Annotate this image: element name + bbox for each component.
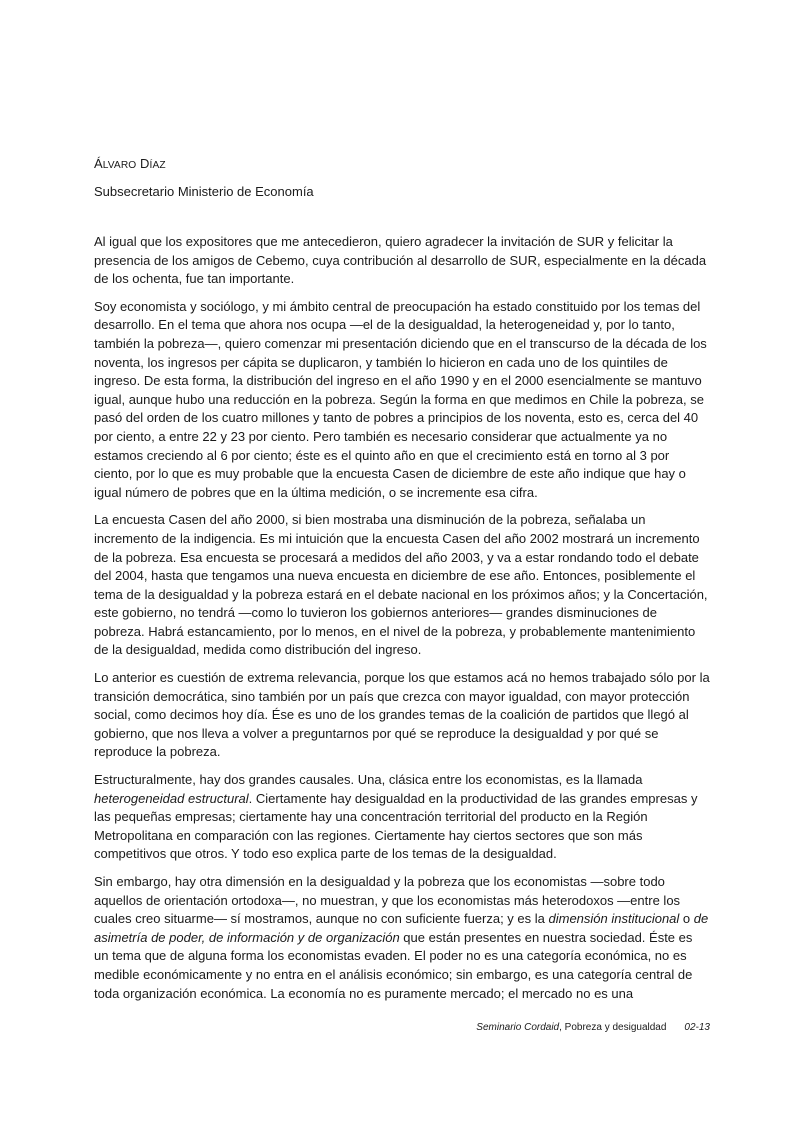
author-name: ÁLVARO DÍAZ bbox=[94, 156, 166, 171]
emphasis: heterogeneidad estructural bbox=[94, 790, 249, 806]
paragraph: Al igual que los expositores que me antecedieron, quiero agradecer la invitación de SUR y felicitar la presencia de los amigos de Cebemo, cuya contribución al desarrollo de SUR, especialmente en la década de los ochenta, fue tan importante. bbox=[94, 234, 707, 287]
document-body bbox=[94, 233, 710, 1012]
page-number: 02-13 bbox=[684, 1022, 710, 1033]
paragraph: Estructuralmente, hay dos grandes causales. Una, clásica entre los economistas, es la llamada heterogeneidad estructural. Ciertamente hay desigualdad en la productividad de las grandes empresas y las pequeñas empresas; ciertamente hay una concentración territorial del producto en la Región Metropolitana en comparación con las regiones. Ciertamente hay ciertos sectores que son más competitivos que otros. Y todo eso explica parte de los temas de la desigualdad. bbox=[94, 772, 698, 862]
emphasis: de asimetría de poder, de información y de organización bbox=[94, 911, 709, 945]
paragraph: La encuesta Casen del año 2000, si bien mostraba una disminución de la pobreza, señalaba un incremento de la indigencia. Es mi intuición que la encuesta Casen del año 2002 mostrará un incremento de la pobreza. Esa encuesta se procesará a medidos del año 2003, y va a estar rondando todo el debate del 2004, hasta que tengamos una nueva encuesta en diciembre de ese año. Entonces, posiblemente el tema de la desigualdad y la pobreza estará en el debate nacional en los próximos años; y la Concertación, este gobierno, no tendrá —como lo tuvieron los gobiernos anteriores— grandes disminuciones de pobreza. Habrá estancamiento, por lo menos, en el nivel de la pobreza, y probablemente mantenimiento de la desigualdad, medida como distribución del ingreso. bbox=[94, 512, 708, 658]
paragraph: Sin embargo, hay otra dimensión en la desigualdad y la pobreza que los economistas —sobre todo aquellos de orientación ortodoxa—, no muestran, y que los economistas más heterodoxos —entre los cuales creo situarme— sí mostramos, aunque no con suficiente fuerza; y es la dimensión institucional o de asimetría de poder, de información y de organización que están presentes en nuestra sociedad. Éste es un tema que de alguna forma los economistas evaden. El poder no es una categoría económica, no es medible económicamente y no entra en el análisis económico; sin embargo, es una categoría central de toda organización económica. La economía no es puramente mercado; el mercado no es una bbox=[94, 874, 709, 1001]
paragraph: Lo anterior es cuestión de extrema relevancia, porque los que estamos acá no hemos trabajado sólo por la transición democrática, sino también por un país que crezca con mayor igualdad, con mayor protección social, como decimos hoy día. Ése es uno de los grandes temas de la coalición de partidos que llegó al gobierno, que nos lleva a volver a preguntarnos por qué se reproduce la desigualdad y por qué se reproduce la pobreza. bbox=[94, 670, 710, 760]
emphasis: dimensión institucional bbox=[548, 911, 680, 927]
paragraph: Soy economista y sociólogo, y mi ámbito central de preocupación ha estado constituido por los temas del desarrollo. En el tema que ahora nos ocupa —el de la desigualdad, la heterogeneidad y, por lo tanto, también la pobreza—, quiero comenzar mi presentación diciendo que en el transcurso de la década de los noventa, los ingresos per cápita se duplicaron, y también lo hicieron en cada uno de los quintiles de ingreso. De esta forma, la distribución del ingreso en el año 1990 y en el 2000 esencialmente se mantuvo igual, aunque hubo una reducción en la pobreza. Según la forma en que medimos en Chile la pobreza, se pasó del orden de los cuatro millones y tanto de pobres a principios de los noventa, esto es, cerca del 40 por ciento, a entre 22 y 23 por ciento. Pero también es necesario considerar que actualmente ya no estamos creciendo al 6 por ciento; éste es el quinto año en que el crecimiento está en torno al 3 por ciento, por lo que es muy probable que la encuesta Casen de diciembre de este año indique que hay o igual número de pobres que en la última medición, o se incremente esa cifra. bbox=[94, 298, 707, 500]
author-role: Subsecretario Ministerio de Economía bbox=[94, 184, 314, 199]
footer-source: Seminario Cordaid, Pobreza y desigualdad bbox=[476, 1022, 667, 1033]
page-footer bbox=[94, 1021, 710, 1035]
